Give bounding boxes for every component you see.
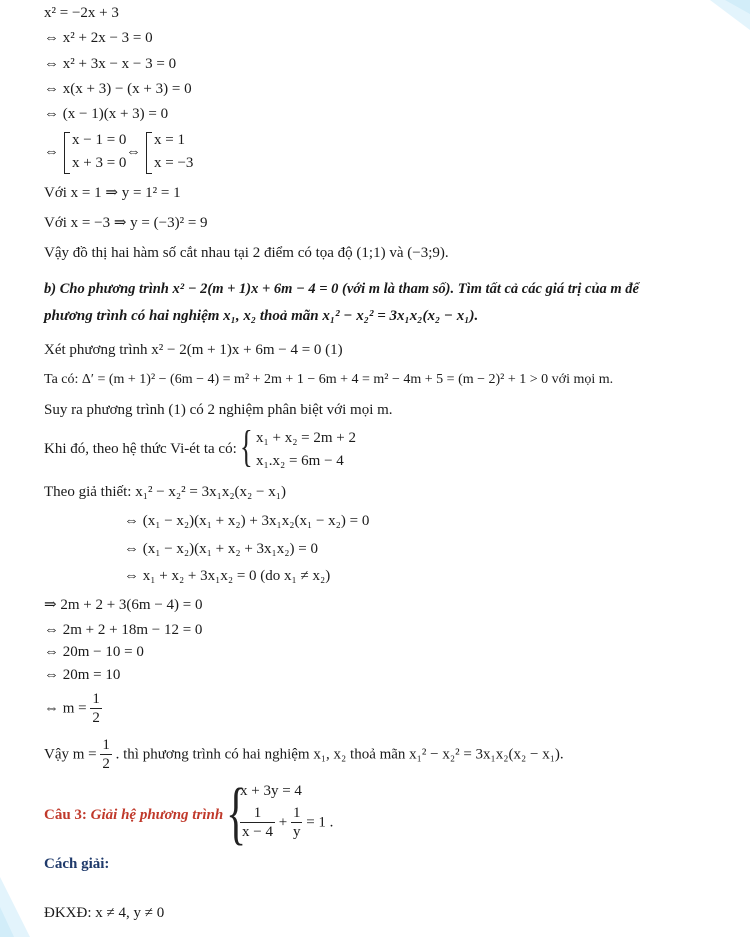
text-line: Với x = −3 ⇒ y = (−3)² = 9: [44, 215, 208, 231]
system-brace: {: [226, 775, 247, 852]
question-label: Câu 3:: [44, 807, 87, 823]
equation-line: ⇔ (x₁ − x₂)(x₁ + x₂) + 3x₁x₂(x₁ − x₂) = 0: [124, 513, 370, 529]
equiv-symbol: ⇔: [126, 144, 141, 160]
equation-line: ⇔ x² + 2x − 3 = 0: [44, 30, 153, 46]
equation-line: ⇔ 2m + 2 + 18m − 12 = 0: [44, 622, 203, 638]
bracket-row: x = −3: [154, 155, 194, 171]
numerator: 1: [240, 804, 275, 823]
problem-b-statement: phương trình có hai nghiệm x₁, x₂ thoả mãn x₁² − x₂² = 3x₁x₂(x₂ − x₁).: [44, 308, 479, 324]
question-3-heading: [44, 804, 223, 826]
numerator: 1: [102, 737, 110, 753]
equals-one: = 1: [306, 814, 326, 831]
equiv-symbol: ⇔: [44, 144, 59, 160]
fraction: [291, 804, 303, 841]
equation-line: ⇔ x² + 3x − x − 3 = 0: [44, 56, 177, 72]
equation-prefix: ⇔ m =: [44, 700, 87, 717]
corner-decoration: [690, 0, 750, 40]
denominator: 2: [92, 710, 100, 726]
equation-line: [44, 690, 102, 727]
bracket-row: x + 3 = 0: [72, 155, 127, 171]
bracket-row: x = 1: [154, 132, 185, 148]
equation-line: ⇔ (x₁ − x₂)(x₁ + x₂ + 3x₁x₂) = 0: [124, 541, 318, 557]
text-line: Suy ra phương trình (1) có 2 nghiệm phân biệt với mọi m.: [44, 402, 393, 418]
equation-line: ⇔ x(x + 3) − (x + 3) = 0: [44, 81, 192, 97]
text-line: Vậy đồ thị hai hàm số cắt nhau tại 2 điểm có tọa độ (1;1) và (−3;9).: [44, 245, 449, 261]
conclusion-prefix: Vậy m =: [44, 746, 97, 763]
problem-b-statement: b) Cho phương trình x² − 2(m + 1)x + 6m − 4 = 0 (với m là tham số). Tìm tất cả các giá trị của m để: [44, 281, 639, 297]
equation-line: ⇔ (x − 1)(x + 3) = 0: [44, 106, 169, 122]
bracket: [64, 132, 70, 174]
equation-line: ⇔ 20m − 10 = 0: [44, 644, 144, 660]
system-row: x₁.x₂ = 6m − 4: [256, 453, 344, 469]
equation-line: ⇔ 20m = 10: [44, 667, 121, 683]
denominator: y: [292, 824, 301, 840]
question-text: Giải hệ phương trình: [90, 807, 224, 823]
equation-line: ⇒ 2m + 2 + 3(6m − 4) = 0: [44, 597, 203, 613]
text-line: Khi đó, theo hệ thức Vi-ét ta có:: [44, 441, 237, 457]
equation-line: ⇔ x₁ + x₂ + 3x₁x₂ = 0 (do x₁ ≠ x₂): [124, 568, 331, 584]
trailing-dot: .: [329, 814, 334, 831]
conclusion-text: . thì phương trình có hai nghiệm x₁, x₂ thoả mãn x₁² − x₂² = 3x₁x₂(x₂ − x₁).: [115, 746, 564, 763]
delta-line: Ta có: Δ′ = (m + 1)² − (6m − 4) = m² + 2m + 1 − 6m + 4 = m² − 4m + 5 = (m − 2)² + 1 > 0 với mọi m.: [44, 372, 614, 387]
fraction: [100, 736, 112, 773]
plus-sign: +: [278, 814, 288, 831]
system-brace: {: [240, 422, 253, 471]
text-line: Theo giả thiết: x₁² − x₂² = 3x₁x₂(x₂ − x₁): [44, 484, 286, 500]
corner-decoration-bottom: [0, 857, 40, 937]
numerator: 1: [92, 691, 100, 707]
bracket: [146, 132, 152, 174]
system-row: x₁ + x₂ = 2m + 2: [256, 430, 357, 446]
solution-heading: Cách giải:: [44, 856, 110, 872]
denominator: x − 4: [242, 824, 273, 840]
fraction: [240, 804, 275, 841]
bracket-row: x − 1 = 0: [72, 132, 127, 148]
denominator: 2: [102, 756, 110, 772]
fraction: [90, 690, 102, 727]
conclusion-line: [44, 736, 564, 773]
text-line: Với x = 1 ⇒ y = 1² = 1: [44, 185, 181, 201]
numerator: 1: [292, 805, 301, 821]
text-line: Xét phương trình x² − 2(m + 1)x + 6m − 4 = 0 (1): [44, 342, 343, 358]
system-row: x + 3y = 4: [240, 783, 302, 799]
system-row: [240, 804, 333, 841]
condition-line: ĐKXĐ: x ≠ 4, y ≠ 0: [44, 905, 165, 921]
equation-line: x² = −2x + 3: [44, 5, 119, 21]
